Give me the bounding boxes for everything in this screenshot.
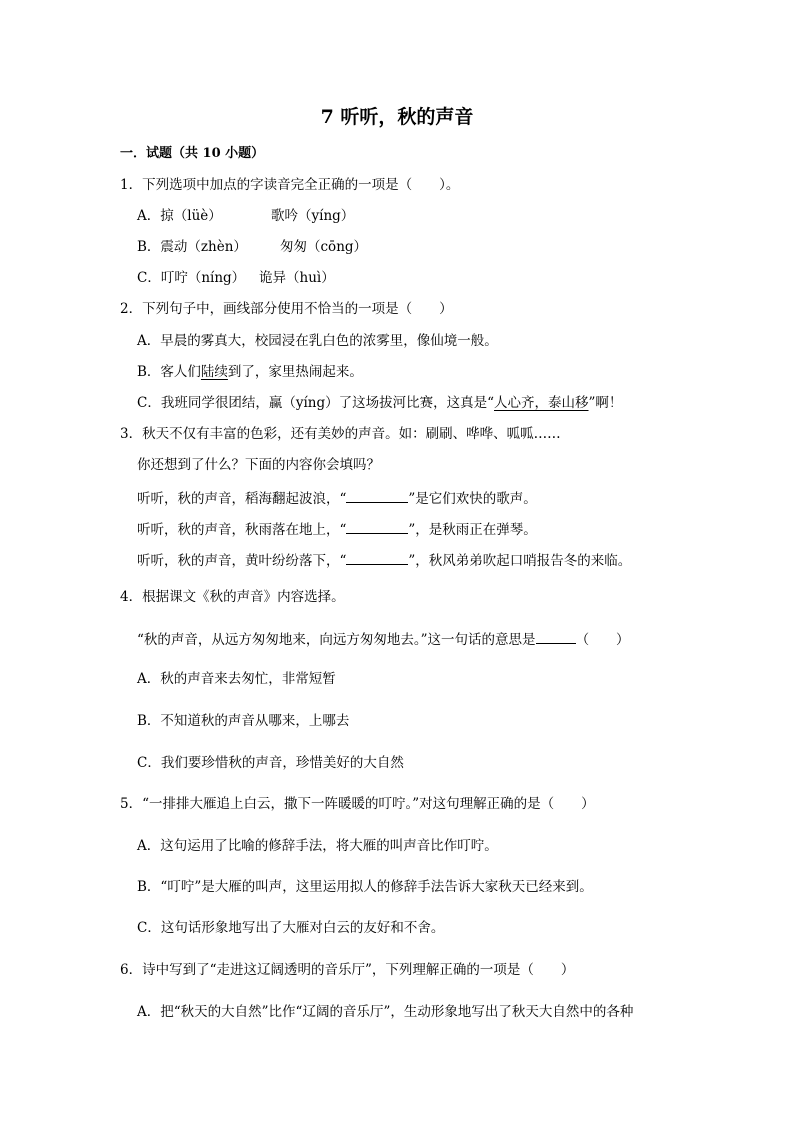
line-2-prefix: 听听，秋的声音，秋雨落在地上，“ [137,522,347,538]
question-2-option-b [137,363,363,381]
question-5-option-b: B．“叮咛”是大雁的叫声，这里运用拟人的修辞手法告诉大家秋天已经来到。 [137,879,593,895]
option-a-part-1: A．掠（lüè） [137,208,222,224]
question-4-option-a: A．秋的声音来去匆忙，非常短暂 [137,671,336,687]
question-3-prompt: 你还想到了什么？下面的内容你会填吗？ [137,457,380,473]
line-2-suffix: ”，是秋雨正在弹琴。 [408,522,537,538]
question-3-line-3 [137,550,631,570]
underlined-phrase: 人心齐，泰山移 [494,395,589,411]
question-2-option-a: A．早晨的雾真大，校园浸在乳白色的浓雾里，像仙境一般。 [137,333,498,349]
question-5-option-a: A．这句运用了比喻的修辞手法，将大雁的叫声音比作叮咛。 [137,838,498,854]
question-4-option-b: B．不知道秋的声音从哪来，上哪去 [137,713,350,729]
question-4-stem: 4．根据课文《秋的声音》内容选择。 [120,589,345,605]
fill-blank-2[interactable] [346,519,408,534]
option-b-suffix: 到了，家里热闹起来。 [227,364,363,380]
question-6-option-a: A．把“秋天的大自然”比作“辽阔的音乐厅”，生动形象地写出了秋天大自然中的各种 [137,1004,634,1020]
option-c-part-2: 诡异（huì） [259,270,335,286]
question-3-line-1 [137,488,537,508]
question-4-option-c: C．我们要珍惜秋的声音，珍惜美好的大自然 [137,755,404,771]
option-b-prefix: B．客人们 [137,364,201,380]
page-title: 7 听听，秋的声音 [320,106,474,128]
option-c-prefix: C．我班同学很团结，赢（yíng）了这场拔河比赛，这真是“ [137,395,495,411]
line-3-suffix: ”，秋风弟弟吹起口哨报告冬的来临。 [408,553,632,569]
line-1-suffix: ”是它们欢快的歌声。 [408,491,537,507]
section-heading: 一．试题（共 10 小题） [120,146,265,161]
option-b-part-1: B．震动（zhèn） [137,239,247,255]
question-3-line-2 [137,519,537,539]
fill-blank-1[interactable] [346,488,408,503]
option-c-suffix: ”啊！ [588,395,623,411]
option-c-part-1: C．叮咛（níng） [137,270,246,286]
question-2-stem: 2．下列句子中，画线部分使用不恰当的一项是（ ） [120,301,453,317]
quote-text: “秋的声音，从远方匆匆地来，向远方匆匆地去。”这一句话的意思是 [137,632,536,648]
question-3-stem: 3．秋天不仅有丰富的色彩，还有美妙的声音。如：刷刷、哗哗、呱呱…… [120,426,561,442]
question-1-stem: 1．下列选项中加点的字读音完全正确的一项是（ ）。 [120,177,460,193]
underlined-phrase: 陆续 [200,364,228,380]
question-5-stem: 5．“一排排大雁追上白云，撒下一阵暖暖的叮咛。”对这句理解正确的是（ ） [120,796,595,812]
line-3-prefix: 听听，秋的声音，黄叶纷纷落下，“ [137,553,347,569]
answer-blank[interactable] [536,629,576,644]
option-a-part-2: 歌吟（yíng） [271,208,355,224]
option-b-part-2: 匆匆（cōng） [280,239,368,255]
question-1-option-b [137,238,368,256]
fill-blank-3[interactable] [346,550,408,565]
question-1-option-a [137,207,355,225]
question-6-stem: 6．诗中写到了“走进这辽阔透明的音乐厅”，下列理解正确的一项是（ ） [120,962,575,978]
question-4-quote [137,629,630,649]
line-1-prefix: 听听，秋的声音，稻海翻起波浪，“ [137,491,347,507]
question-1-option-c [137,269,335,287]
question-2-option-c [137,394,622,412]
answer-paren: （ ） [575,632,630,648]
question-5-option-c: C．这句话形象地写出了大雁对白云的友好和不舍。 [137,920,445,936]
